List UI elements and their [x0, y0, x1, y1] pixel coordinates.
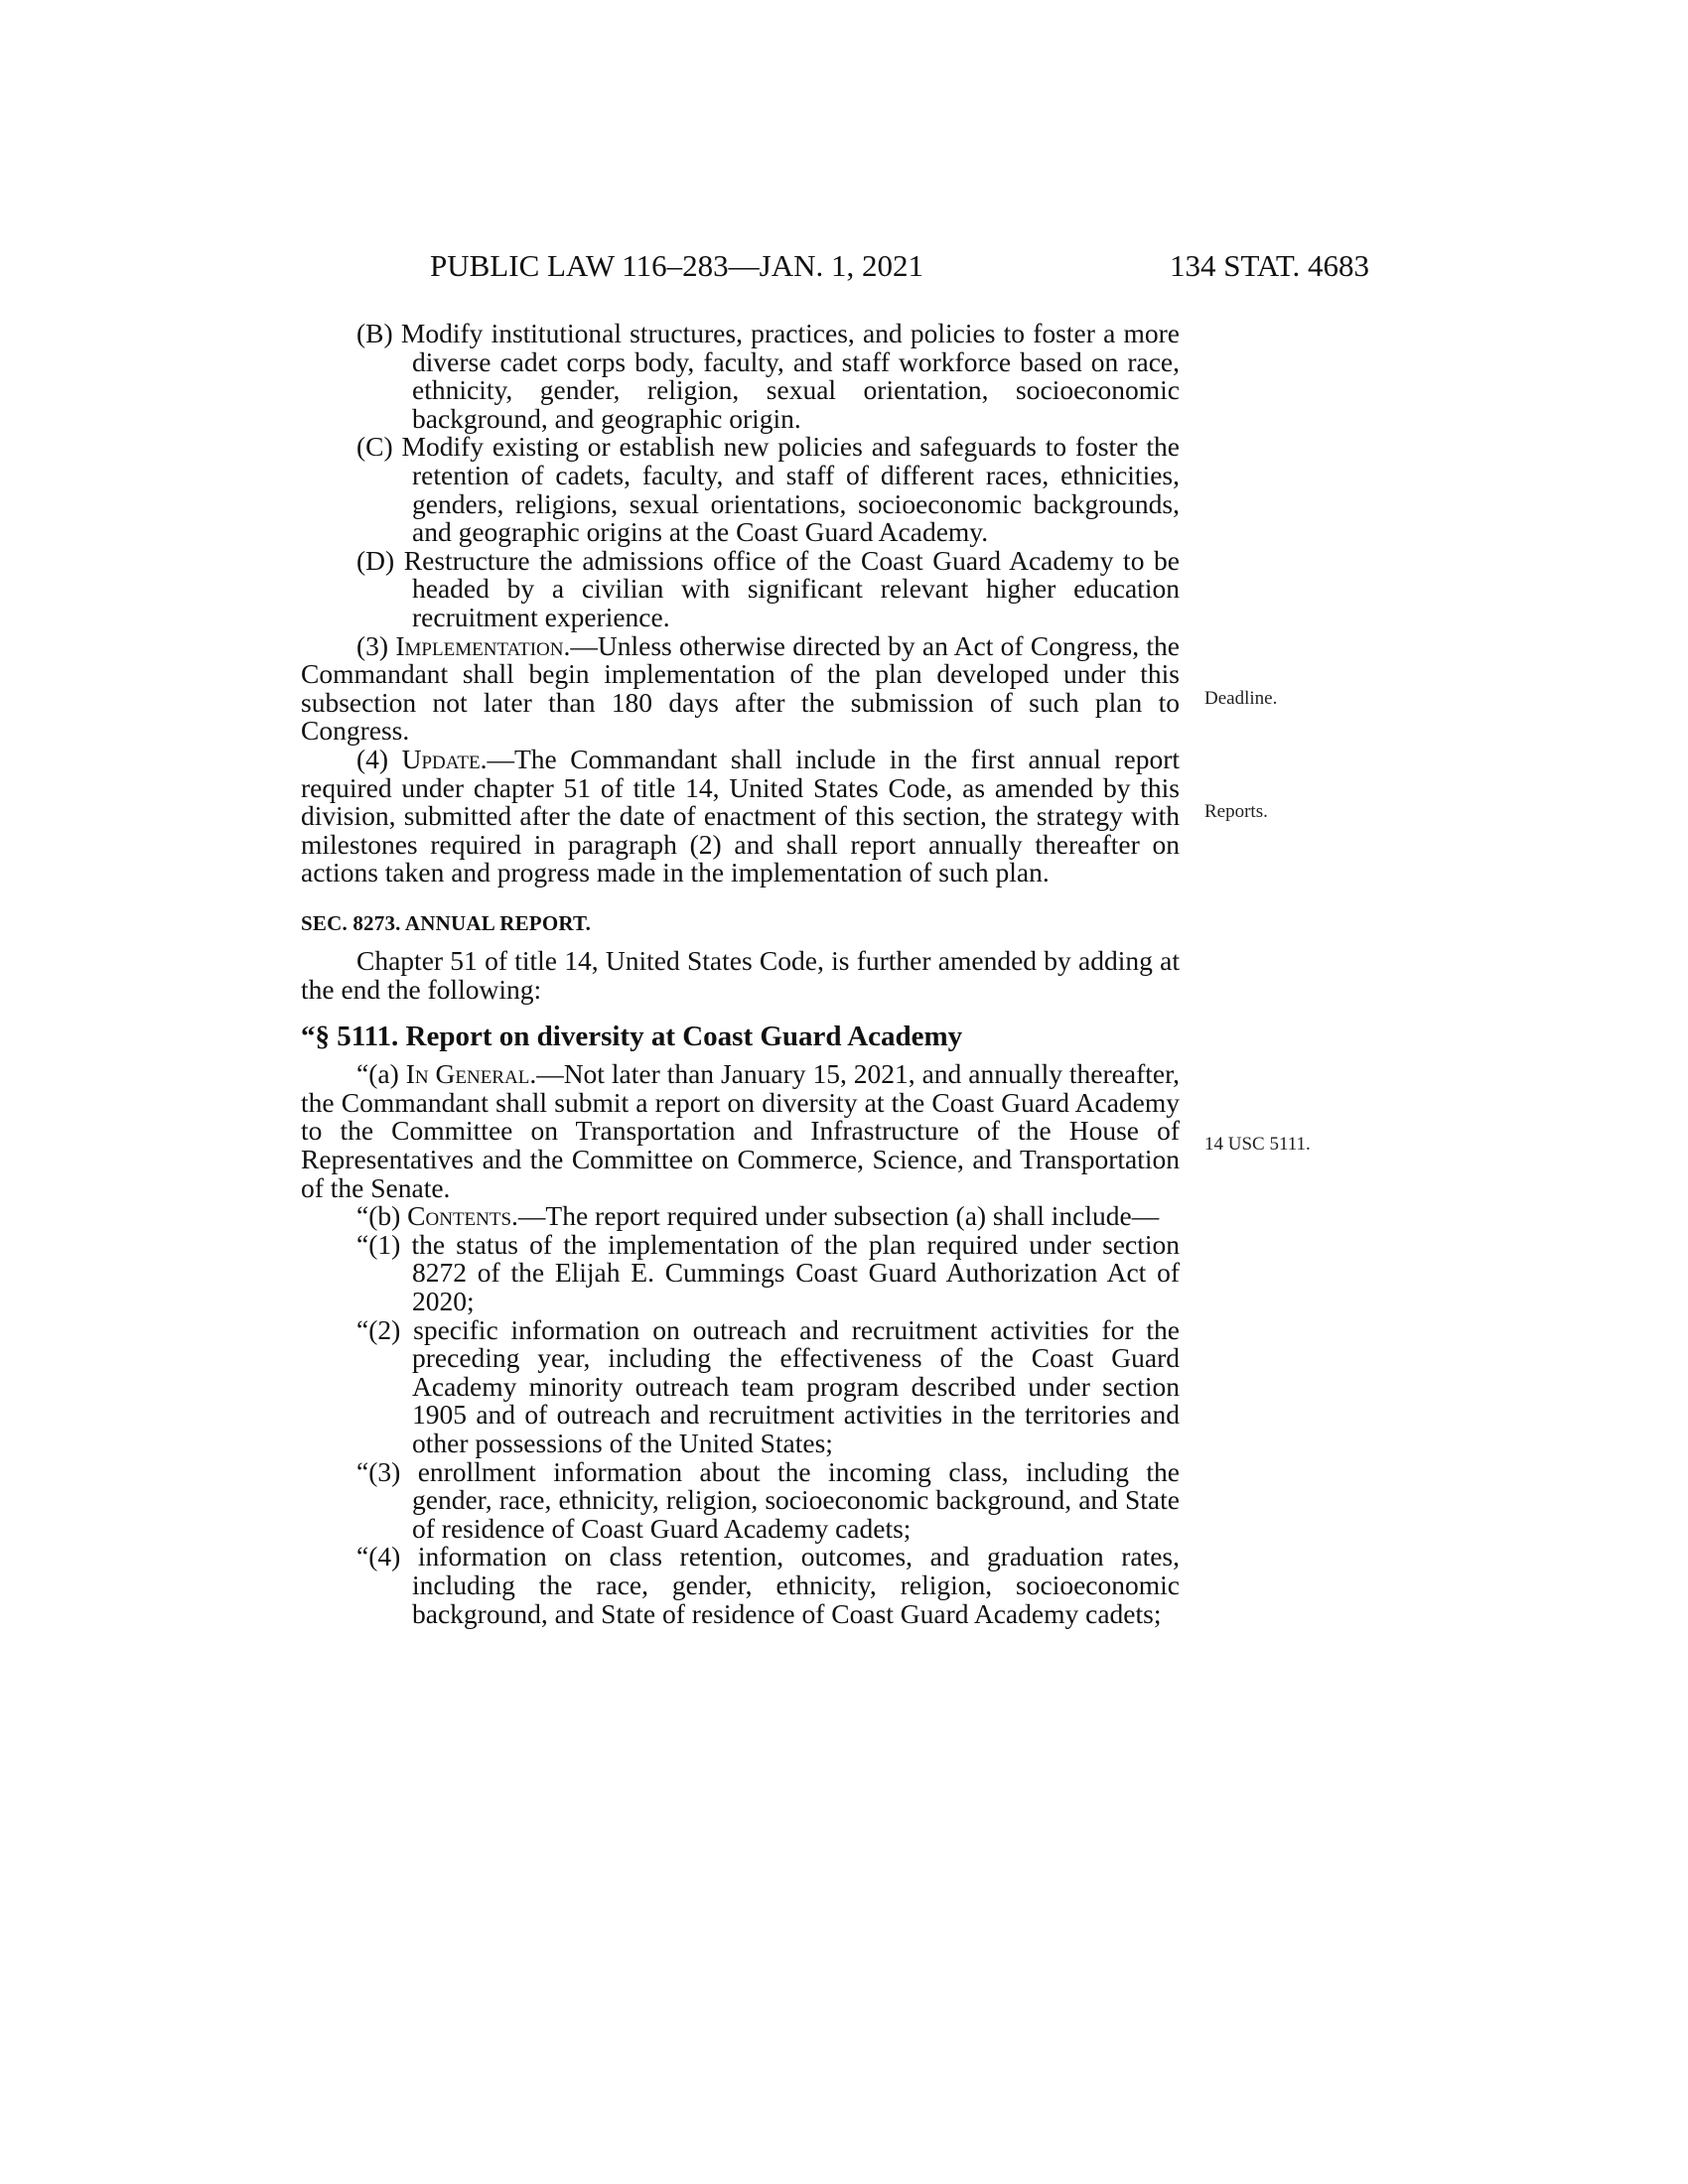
list-item-1: “(1) the status of the implementation of the plan required under section 8272 of the Elijah E. Cummings Coast Guard Authorization Act of 2020; — [356, 1228, 1180, 1316]
paragraph-4-update: (4) Update.—The Commandant shall include in the first annual report required under chapter 51 of title 14, United States Code, as amended by this division, submitted after the date of enactment of this section, the strategy with milestones required in paragraph (2) and shall report annually thereafter on actions taken and progress made in the implementation of such plan. — [301, 743, 1180, 888]
paragraph-4-heading: Update — [401, 743, 481, 774]
paragraph-b: (B) Modify institutional structures, practices, and policies to foster a more diverse cadet corps body, faculty, and staff workforce based on race, ethnicity, gender, religion, sexual orientation, socioeconomic background, and geographic origin. — [356, 318, 1180, 434]
subsection-a-heading: In General — [405, 1058, 530, 1090]
paragraph-d: (D) Restructure the admissions office of the Coast Guard Academy to be headed by a civilian with significant relevant higher education recruitment experience. — [356, 544, 1180, 632]
margin-note-deadline: Deadline. — [1204, 688, 1278, 709]
list-item-4: “(4) information on class retention, outcomes, and graduation rates, including the race, gender, ethnicity, religion, socioeconomic background, and State of residence of Coast Guard Academy cadets; — [356, 1541, 1180, 1629]
subsection-b: “(b) Contents.—The report required under subsection (a) shall include— — [356, 1200, 1160, 1232]
list-item-3: “(3) enrollment information about the incoming class, including the gender, race, ethnicity, religion, socioeconomic background, and State of residence of Coast Guard Academy cadets; — [356, 1455, 1180, 1544]
usc-section-heading: “§ 5111. Report on diversity at Coast Guard Academy — [301, 1020, 963, 1052]
subsection-a: “(a) In General.—Not later than January 15, 2021, and annually thereafter, the Commandant shall submit a report on diversity at the Coast Guard Academy to the Committee on Transportation and Infrastructure of the House of Representatives and the Committee on Commerce, Science, and Transportation of the Senate. — [301, 1058, 1181, 1203]
paragraph-3-heading: Implementation — [395, 629, 564, 661]
list-item-2: “(2) specific information on outreach and recruitment activities for the preceding year, including the effectiveness of the Coast Guard Academy minority outreach team program described under section 1905 and of outreach and recruitment activities in the territories and other possessions of the United States; — [356, 1313, 1180, 1458]
margin-note-reports: Reports. — [1204, 801, 1268, 822]
public-law-citation: PUBLIC LAW 116–283—JAN. 1, 2021 — [430, 248, 923, 283]
paragraph-3-implementation: (3) Implementation.—Unless otherwise directed by an Act of Congress, the Commandant shall begin implementation of the plan developed under this subsection not later than 180 days after the submission of such plan to Congress. — [301, 629, 1180, 747]
running-header — [430, 248, 1369, 288]
section-heading: SEC. 8273. ANNUAL REPORT. — [301, 910, 592, 935]
section-intro: Chapter 51 of title 14, United States Code, is further amended by adding at the end the following: — [301, 945, 1180, 1006]
margin-note-usc: 14 USC 5111. — [1204, 1134, 1311, 1155]
document-body — [301, 320, 1180, 1628]
subsection-b-heading: Contents — [407, 1200, 512, 1232]
statute-page-number: 134 STAT. 4683 — [1169, 248, 1369, 283]
paragraph-c: (C) Modify existing or establish new policies and safeguards to foster the retention of cadets, faculty, and staff of different races, ethnicities, genders, religions, sexual orientations, socioeconomic backgrounds, and geographic origins at the Coast Guard Academy. — [356, 431, 1180, 548]
